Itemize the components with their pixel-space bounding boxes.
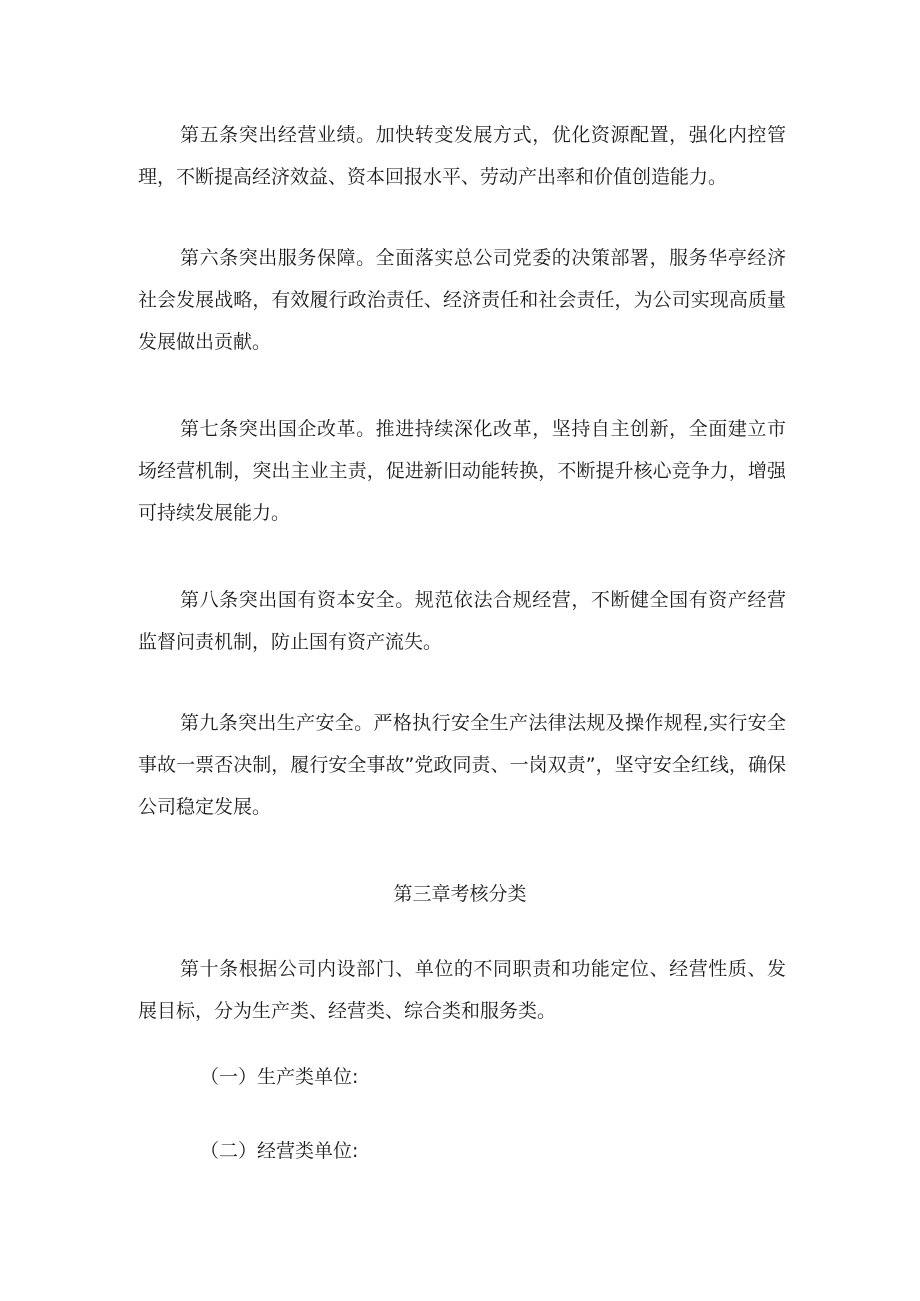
article-9-paragraph: 第九条突出生产安全。严格执行安全生产法律法规及操作规程,实行安全事故一票否决制，履行安全事故”党政同责、一岗双责”，坚守安全红线，确保公司稳定发展。 [138,712,786,818]
article-6-paragraph: 第六条突出服务保障。全面落实总公司党委的决策部署，服务华亭经济社会发展战略，有效履行政治责任、经济责任和社会责任，为公司实现高质量发展做出贡献。 [138,247,786,353]
article-7-paragraph: 第七条突出国企改革。推进持续深化改革，坚持自主创新，全面建立市场经营机制，突出主业主责，促进新旧动能转换，不断提升核心竞争力，增强可持续发展能力。 [138,418,786,524]
sub-item-operating-units: （二）经营类单位: [200,1140,359,1162]
article-8-paragraph: 第八条突出国有资本安全。规范依法合规经营，不断健全国有资产经营监督问责机制，防止国有资产流失。 [138,589,786,653]
article-10-paragraph: 第十条根据公司内设部门、单位的不同职责和功能定位、经营性质、发展目标，分为生产类、经营类、综合类和服务类。 [138,958,786,1022]
article-5-paragraph: 第五条突出经营业绩。加快转变发展方式，优化资源配置，强化内控管理，不断提高经济效益、资本回报水平、劳动产出率和价值创造能力。 [138,124,786,188]
sub-item-production-units: （一）生产类单位: [200,1066,359,1088]
chapter-heading: 第三章考核分类 [393,883,527,905]
